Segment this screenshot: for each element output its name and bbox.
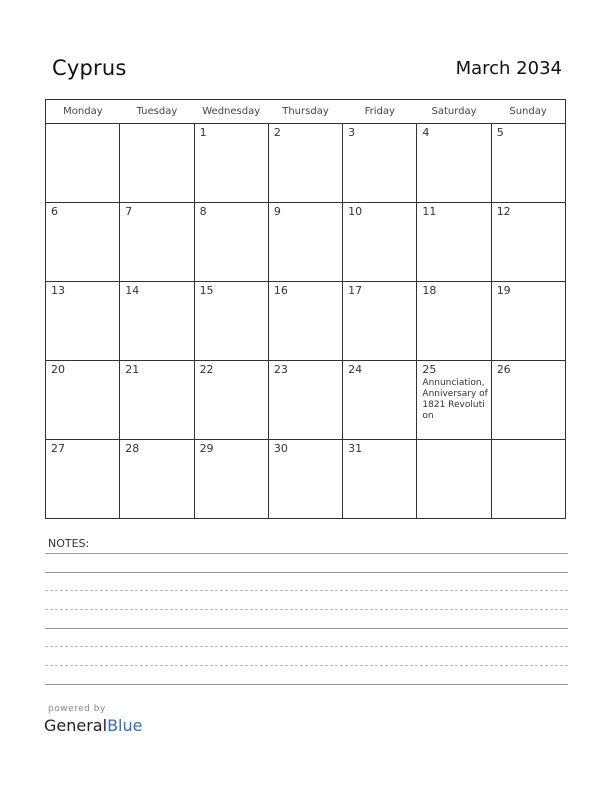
day-number: 13 <box>51 284 65 297</box>
week-row <box>46 440 566 519</box>
day-cell <box>491 440 565 519</box>
day-number: 21 <box>125 363 140 376</box>
day-cell <box>268 440 342 519</box>
day-number: 24 <box>348 363 363 376</box>
weekday-friday: Friday <box>343 100 417 124</box>
day-cell <box>343 124 417 203</box>
notes-line <box>45 609 568 610</box>
day-cell <box>194 440 268 519</box>
weekday-header-row <box>46 100 566 124</box>
day-number: 26 <box>496 363 511 376</box>
country-title: Cyprus <box>52 56 127 80</box>
notes-line <box>45 572 568 573</box>
day-number: 14 <box>125 284 140 297</box>
day-number: 6 <box>51 205 58 218</box>
day-cell <box>194 203 268 282</box>
day-cell <box>417 282 491 361</box>
weekday-monday: Monday <box>46 100 120 124</box>
weekday-wednesday: Wednesday <box>194 100 268 124</box>
powered-by-text: powered by <box>48 704 106 714</box>
day-number: 9 <box>273 205 281 218</box>
notes-line <box>45 665 568 666</box>
day-number: 8 <box>199 205 207 218</box>
day-cell <box>194 282 268 361</box>
day-number: 20 <box>51 363 65 376</box>
day-cell <box>491 124 565 203</box>
day-cell <box>268 124 342 203</box>
day-number: 28 <box>125 442 140 455</box>
day-cell <box>46 203 120 282</box>
notes-line <box>45 684 568 685</box>
day-number: 12 <box>496 205 511 218</box>
day-number: 31 <box>348 442 363 455</box>
day-cell <box>120 282 194 361</box>
weekday-thursday: Thursday <box>268 100 342 124</box>
day-cell <box>194 124 268 203</box>
day-cell <box>194 361 268 440</box>
day-cell <box>268 203 342 282</box>
day-cell <box>417 440 491 519</box>
day-number: 1 <box>199 126 207 139</box>
day-cell <box>343 361 417 440</box>
notes-line <box>45 553 568 554</box>
day-number: 19 <box>496 284 511 297</box>
day-number: 30 <box>273 442 288 455</box>
day-cell <box>343 440 417 519</box>
day-number: 2 <box>273 126 281 139</box>
day-number: 5 <box>496 126 504 139</box>
notes-line <box>45 590 568 591</box>
week-row <box>46 361 566 440</box>
day-cell <box>417 124 491 203</box>
month-title: March 2034 <box>455 58 562 79</box>
day-number: 15 <box>199 284 214 297</box>
brand-blue: Blue <box>107 716 143 735</box>
day-number: 22 <box>199 363 214 376</box>
day-number: 16 <box>273 284 288 297</box>
weekday-tuesday: Tuesday <box>120 100 194 124</box>
day-number: 17 <box>348 284 363 297</box>
day-cell <box>343 203 417 282</box>
day-cell-holiday <box>417 361 491 440</box>
generalblue-logo[interactable] <box>44 716 142 735</box>
day-cell <box>120 440 194 519</box>
day-cell <box>491 361 565 440</box>
day-cell <box>343 282 417 361</box>
day-cell <box>46 282 120 361</box>
day-number: 10 <box>348 205 363 218</box>
week-row <box>46 282 566 361</box>
day-cell <box>417 203 491 282</box>
weekday-sunday: Sunday <box>491 100 565 124</box>
week-row <box>46 203 566 282</box>
day-cell <box>491 282 565 361</box>
notes-line <box>45 646 568 647</box>
week-row <box>46 124 566 203</box>
day-cell <box>268 361 342 440</box>
day-number: 7 <box>125 205 133 218</box>
day-cell <box>120 124 194 203</box>
holiday-label: Annunciation, Anniversary of 1821 Revolution <box>422 378 488 421</box>
day-cell <box>46 440 120 519</box>
day-number: 25 <box>422 363 437 376</box>
calendar-grid <box>45 99 566 519</box>
day-cell <box>46 124 120 203</box>
day-cell <box>491 203 565 282</box>
day-cell <box>268 282 342 361</box>
day-cell <box>120 203 194 282</box>
weekday-saturday: Saturday <box>417 100 491 124</box>
brand-general: General <box>44 716 108 735</box>
day-cell <box>120 361 194 440</box>
day-number: 29 <box>199 442 214 455</box>
notes-line <box>45 628 568 629</box>
day-number: 18 <box>422 284 437 297</box>
notes-label: NOTES: <box>48 537 90 550</box>
day-number: 3 <box>348 126 356 139</box>
day-number: 27 <box>51 442 65 455</box>
day-number: 23 <box>273 363 288 376</box>
day-number: 4 <box>422 126 430 139</box>
day-number: 11 <box>422 205 437 218</box>
day-cell <box>46 361 120 440</box>
